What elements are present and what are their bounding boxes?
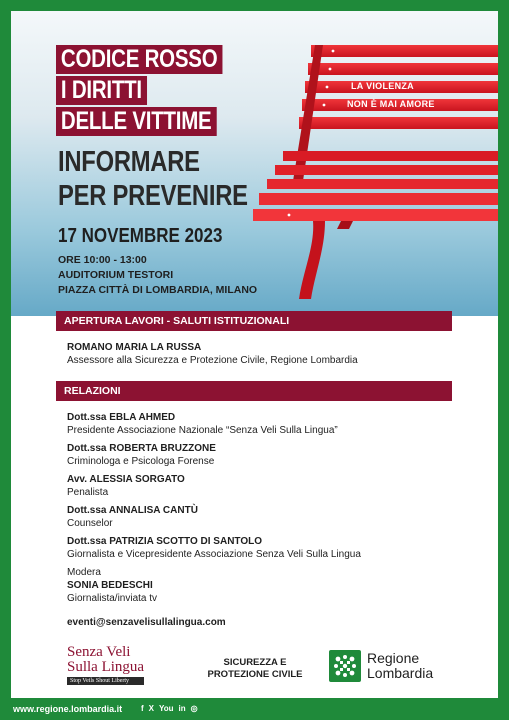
social-icons (141, 704, 198, 713)
linkedin-icon[interactable]: in (178, 704, 186, 713)
speaker-role: Penalista (67, 487, 109, 498)
title-line-2: I DIRITTI (56, 76, 147, 105)
speaker-role: Assessore alla Sicurezza e Protezione Civile, Regione Lombardia (67, 355, 358, 366)
regione-line-2: Lombardia (367, 665, 434, 681)
regione-lombardia-logo (329, 650, 433, 682)
instagram-icon[interactable]: ◎ (190, 704, 198, 713)
facebook-icon[interactable]: f (141, 704, 144, 713)
sicurezza-logo (205, 657, 305, 681)
speaker-item (67, 535, 361, 561)
moderator-role: Giornalista/inviata tv (67, 593, 158, 604)
event-time: ORE 10:00 - 13:00 (58, 254, 147, 266)
rosa-camuna-icon (329, 650, 361, 682)
speaker-item (67, 473, 185, 499)
logo-line-2: Sulla Lingua (67, 659, 145, 675)
regione-line-1: Regione (367, 650, 420, 666)
speaker-name: Dott.ssa ROBERTA BRUZZONE (67, 443, 216, 454)
senza-veli-logo (67, 645, 144, 685)
speaker-role: Counselor (67, 518, 113, 529)
bench-slogan-line2: NON È MAI AMORE (347, 99, 435, 109)
subtitle-line-1: INFORMARE (58, 146, 200, 178)
event-date: 17 NOVEMBRE 2023 (58, 225, 223, 247)
speaker-name: Avv. ALESSIA SORGATO (67, 474, 185, 485)
title-line-1: CODICE ROSSO (56, 45, 222, 74)
moderator-block (67, 566, 157, 605)
event-address: PIAZZA CITTÀ DI LOMBARDIA, MILANO (58, 284, 258, 296)
logo-tagline: Stop Veils Shout Liberty (67, 677, 144, 685)
moderator-label: Modera (67, 567, 101, 578)
subtitle-line-2: PER PREVENIRE (58, 180, 248, 212)
title-line-3: DELLE VITTIME (56, 107, 216, 136)
x-icon[interactable]: X (148, 704, 155, 713)
website-link[interactable]: www.regione.lombardia.it (13, 704, 123, 714)
section-bar-talks: RELAZIONI (56, 381, 452, 401)
speaker-role: Presidente Associazione Nazionale “Senza Veli Sulla Lingua” (67, 425, 338, 436)
speaker-item (67, 411, 338, 437)
speaker-item (67, 442, 216, 468)
moderator-name: SONIA BEDESCHI (67, 580, 153, 591)
youtube-icon[interactable]: You (159, 704, 174, 713)
sicurezza-line-1: SICUREZZA E (223, 657, 287, 668)
event-venue: AUDITORIUM TESTORI (58, 269, 174, 281)
speaker-role: Criminologa e Psicologa Forense (67, 456, 215, 467)
contact-email-link[interactable]: eventi@senzavelisullalingua.com (67, 617, 226, 628)
speaker-opening (67, 341, 358, 367)
speaker-name: Dott.ssa ANNALISA CANTÙ (67, 505, 198, 516)
speaker-name: Dott.ssa EBLA AHMED (67, 412, 176, 423)
sicurezza-line-2: PROTEZIONE CIVILE (207, 669, 303, 680)
speaker-name: Dott.ssa PATRIZIA SCOTTO DI SANTOLO (67, 536, 263, 547)
speaker-role: Giornalista e Vicepresidente Associazione Senza Veli Sulla Lingua (67, 549, 361, 560)
bench-slogan-line1: LA VIOLENZA (351, 81, 414, 91)
logo-line-1: Senza Veli (67, 644, 131, 660)
section-bar-opening: APERTURA LAVORI - SALUTI ISTITUZIONALI (56, 311, 452, 331)
speaker-name: ROMANO MARIA LA RUSSA (67, 342, 202, 353)
speaker-item (67, 504, 198, 530)
